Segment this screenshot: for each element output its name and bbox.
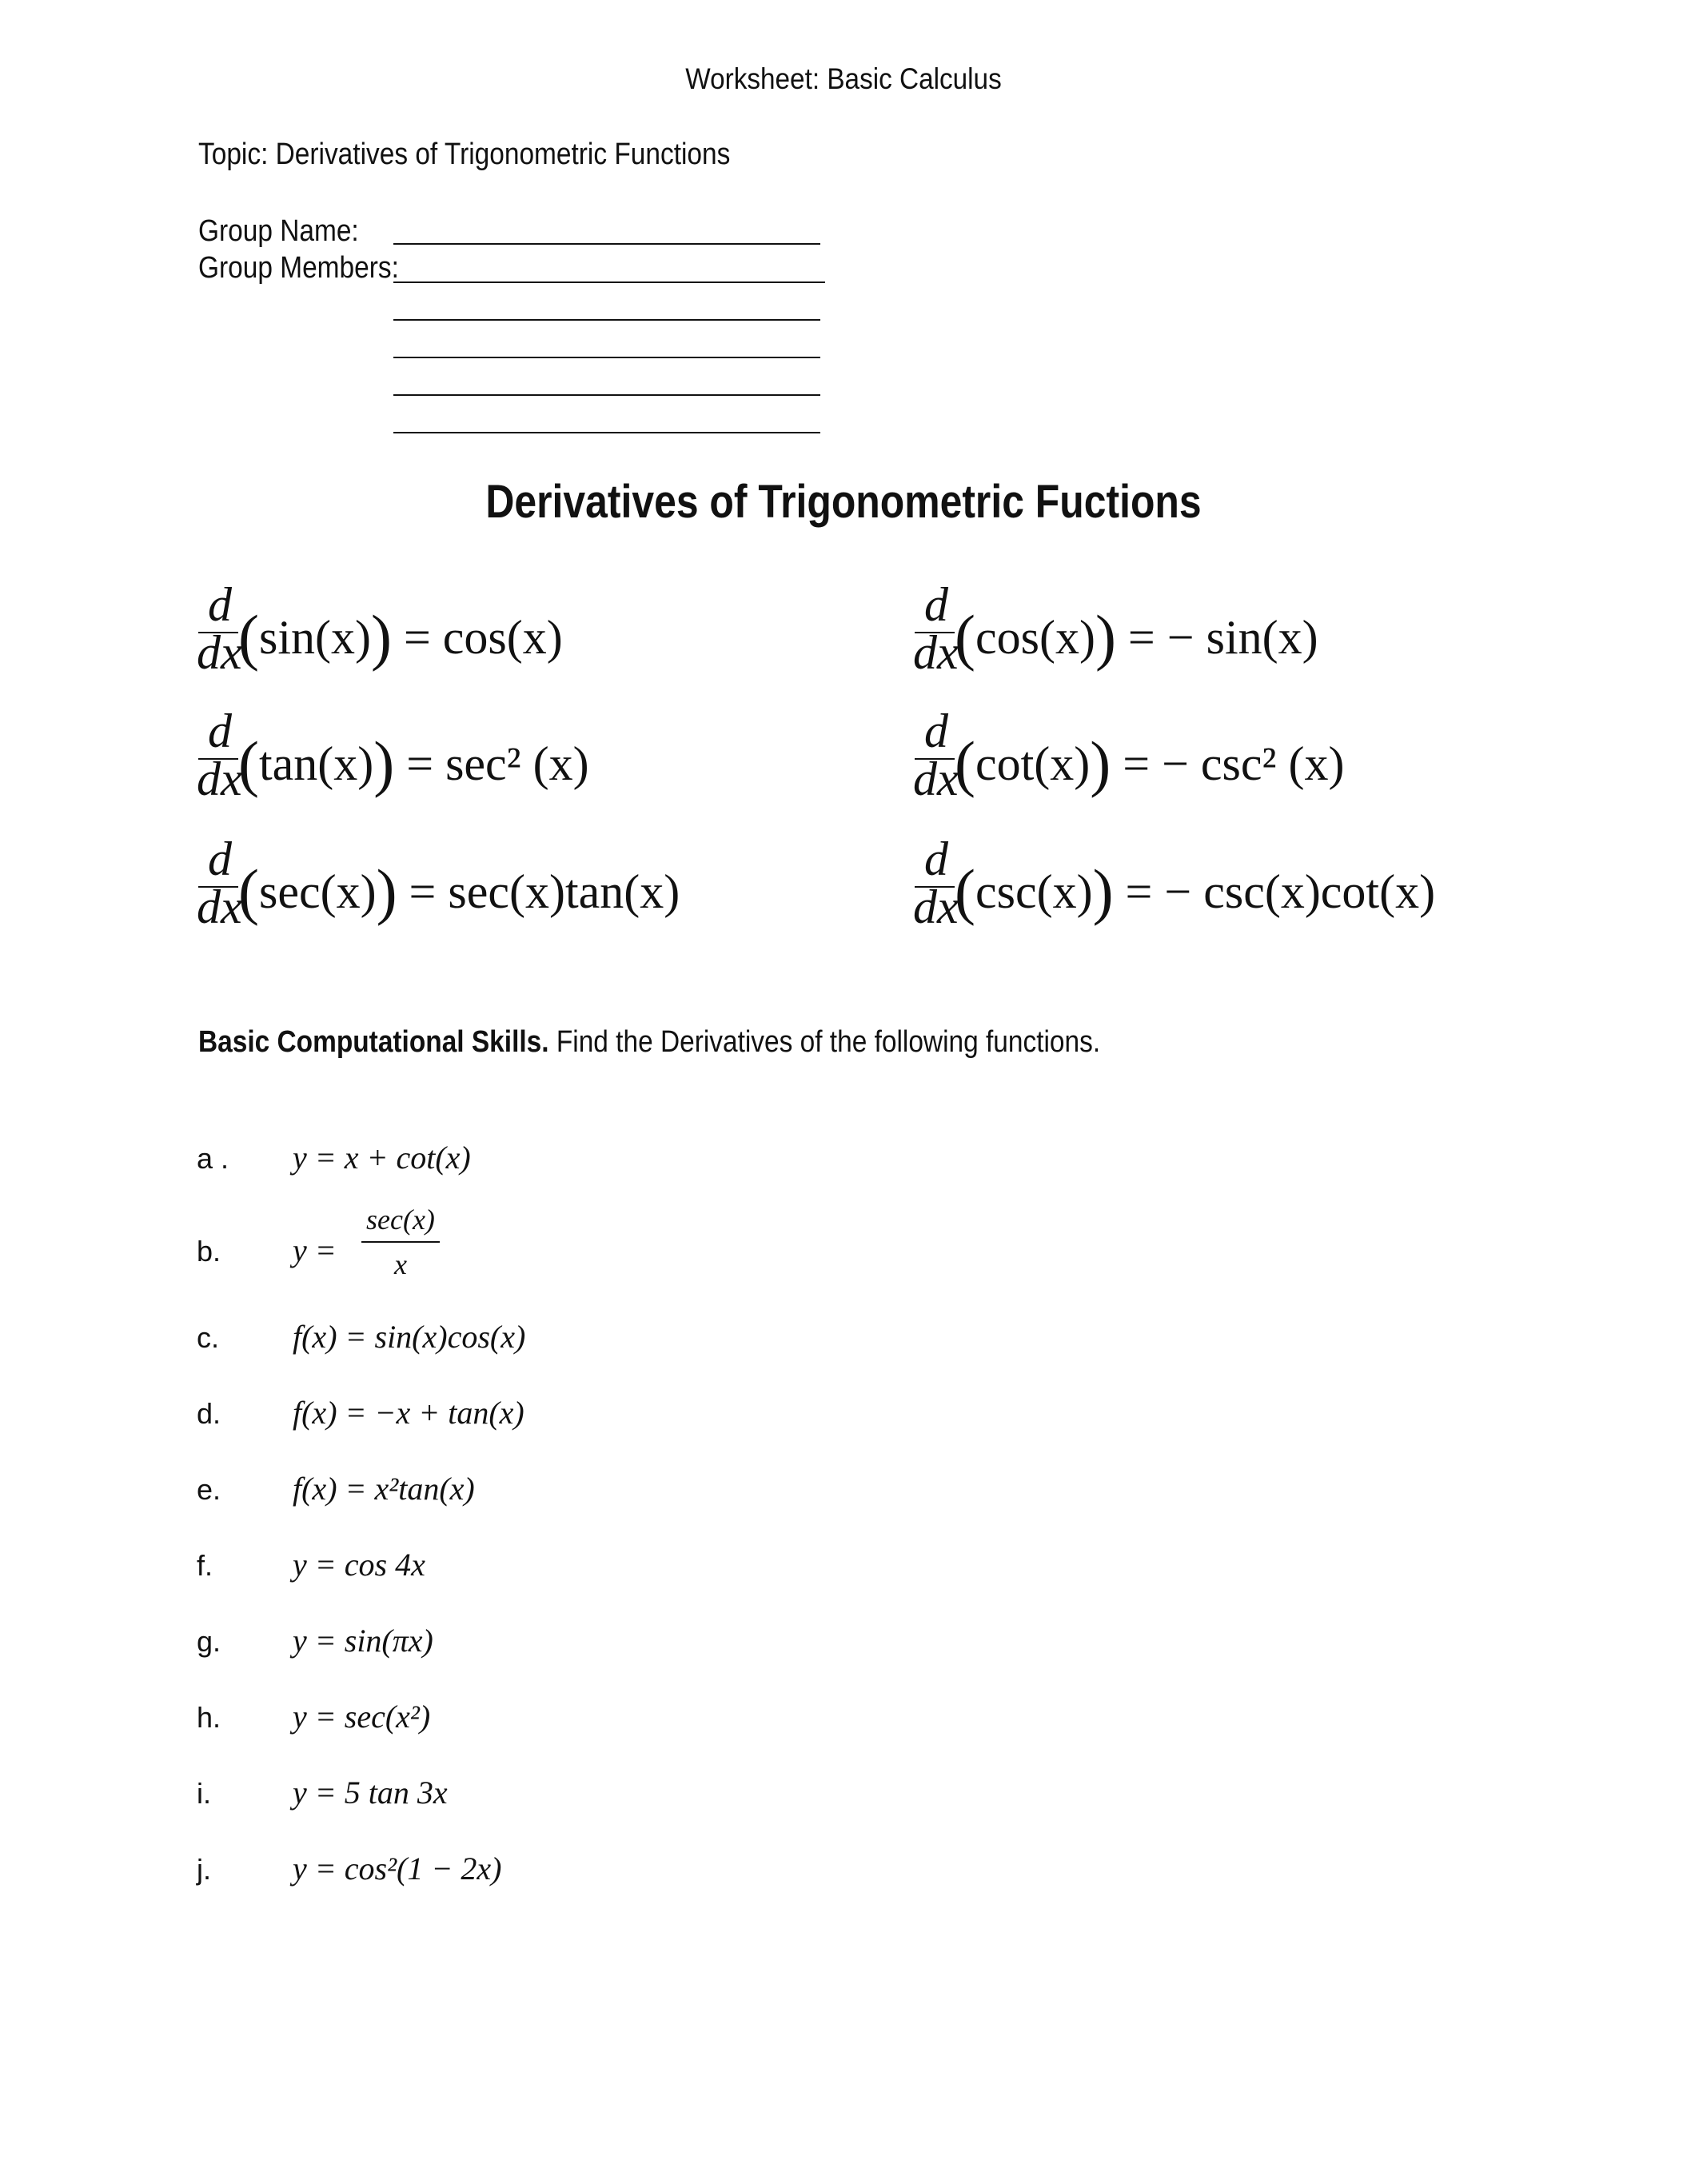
rule-argument: csc(x) xyxy=(975,865,1093,918)
rule-result: = − sin(x) xyxy=(1127,611,1318,664)
instructions-text: Find the Derivatives of the following functions. xyxy=(548,1025,1101,1059)
fraction-numerator: sec(x) xyxy=(366,1204,435,1236)
problem-label: b. xyxy=(197,1235,221,1268)
problem-label: h. xyxy=(197,1701,221,1734)
problem-lhs: y = xyxy=(293,1232,337,1268)
instructions-heading: Basic Computational Skills. xyxy=(198,1025,549,1059)
d-dx-operator: d dx xyxy=(913,578,959,679)
group-member-blank[interactable] xyxy=(393,281,825,283)
rule-result: = cos(x) xyxy=(403,611,563,664)
group-name-label: Group Name: xyxy=(198,214,359,248)
problem-expression: f(x) = −x + tan(x) xyxy=(293,1395,524,1431)
problem-expression: y = sec(x²) xyxy=(293,1699,431,1735)
topic-line: Topic: Derivatives of Trigonometric Functions xyxy=(198,138,731,171)
d-dx-operator: d dx xyxy=(197,832,242,933)
group-member-blank[interactable] xyxy=(393,432,820,433)
worksheet-title: Worksheet: Basic Calculus xyxy=(685,62,1002,95)
d-dx-operator: d dx xyxy=(197,705,242,805)
group-name-blank[interactable] xyxy=(393,243,820,245)
group-member-blank[interactable] xyxy=(393,394,820,396)
group-member-blank[interactable] xyxy=(393,319,820,321)
rule-argument: sec(x) xyxy=(258,865,377,918)
d-dx-operator: d dx xyxy=(913,705,959,805)
problem-expression: y = 5 tan 3x xyxy=(293,1775,448,1811)
rule-argument: tan(x) xyxy=(258,737,374,790)
main-heading: Derivatives of Trigonometric Fuctions xyxy=(485,476,1202,528)
rule-result: = − csc(x)cot(x) xyxy=(1125,865,1436,918)
problem-label: f. xyxy=(197,1549,213,1582)
problem-expression: f(x) = sin(x)cos(x) xyxy=(293,1319,526,1355)
problem-expression: y = sin(πx) xyxy=(293,1623,433,1659)
rule-result: = sec² (x) xyxy=(406,737,589,790)
problem-expression: y = cos 4x xyxy=(293,1547,425,1583)
problem-label: g. xyxy=(197,1625,221,1658)
problem-label: d. xyxy=(197,1397,221,1430)
rule-argument: sin(x) xyxy=(258,611,371,664)
problem-fraction xyxy=(361,1203,440,1281)
rule-result: = sec(x)tan(x) xyxy=(409,865,680,918)
rule-result: = − csc² (x) xyxy=(1123,737,1345,790)
group-member-blank[interactable] xyxy=(393,357,820,358)
d-dx-operator: d dx xyxy=(913,832,959,933)
group-members-label: Group Members: xyxy=(198,251,399,285)
fraction-denominator: x xyxy=(393,1248,407,1280)
problem-label: e. xyxy=(197,1473,221,1506)
instructions xyxy=(198,1025,1100,1060)
problem-expression: y = x + cot(x) xyxy=(293,1140,471,1176)
problem-expression: y = cos²(1 − 2x) xyxy=(293,1851,502,1887)
rule-argument: cot(x) xyxy=(975,737,1091,790)
problem-expression: f(x) = x²tan(x) xyxy=(293,1471,475,1507)
problem-label: j. xyxy=(197,1853,211,1886)
d-dx-operator: d dx xyxy=(197,578,242,679)
problem-label: i. xyxy=(197,1777,211,1810)
problem-label: a . xyxy=(197,1142,229,1175)
rule-argument: cos(x) xyxy=(975,611,1095,664)
problem-label: c. xyxy=(197,1321,220,1354)
